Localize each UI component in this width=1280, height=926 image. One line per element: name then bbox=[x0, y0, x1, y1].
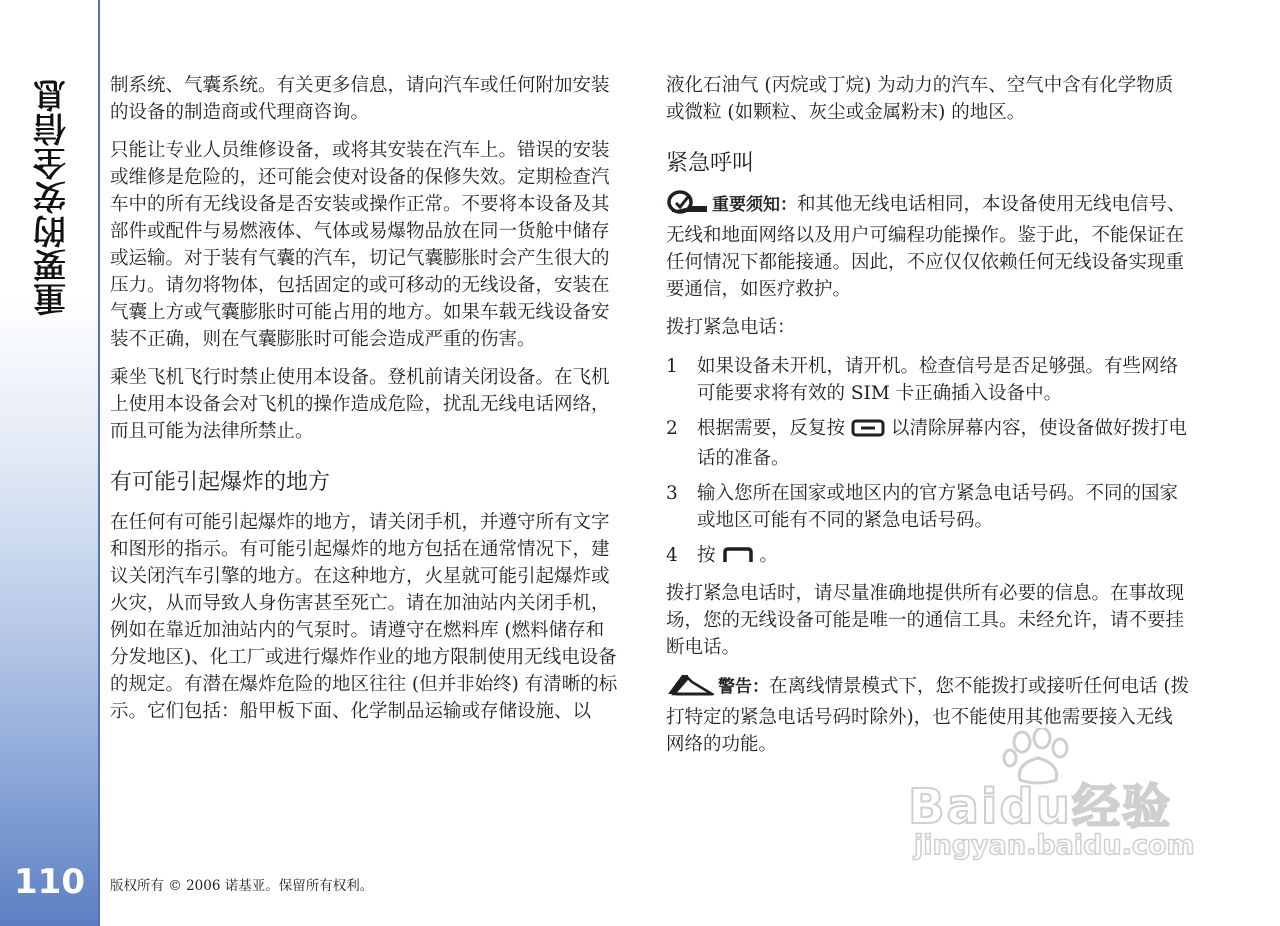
step-text: 以清除屏幕内容，使设备做好拨打电话的准备。 bbox=[697, 418, 1188, 469]
note-text: 和其他无线电话相同，本设备使用无线电信号、无线和地面网络以及用户可编程功能操作。鉴于此，不能保证在任何情况下都能接通。因此，不应仅仅依赖任何无线设备实现重要通信，如医疗救护。 bbox=[666, 194, 1186, 300]
list-item bbox=[666, 353, 1190, 407]
baidu-watermark bbox=[908, 728, 1208, 878]
call-key-icon bbox=[722, 545, 754, 572]
step-text: 输入您所在国家或地区内的官方紧急电话号码。不同的国家或地区可能有不同的紧急电话号码。 bbox=[697, 483, 1179, 531]
warning-lead: 警告： bbox=[718, 677, 769, 697]
step-text: 如果设备未开机，请开机。检查信号是否足够强。有些网络可能要求将有效的 SIM 卡正确插入设备中。 bbox=[697, 356, 1179, 404]
step-number: 4 bbox=[666, 545, 678, 566]
step-text: 。 bbox=[759, 545, 779, 566]
side-tab-bar bbox=[0, 0, 100, 926]
right-column bbox=[666, 72, 1190, 769]
section-title: 重要的安全信息 bbox=[32, 78, 71, 316]
step-number: 1 bbox=[666, 356, 678, 377]
steps-list bbox=[666, 353, 1190, 572]
step-number: 3 bbox=[666, 483, 678, 504]
section-heading: 紧急呼叫 bbox=[666, 151, 755, 176]
watermark-brand: Baidu经验 bbox=[908, 779, 1172, 835]
important-note bbox=[666, 190, 1190, 303]
clear-key-icon bbox=[851, 418, 885, 445]
page-number: 110 bbox=[14, 862, 85, 902]
step-number: 2 bbox=[666, 418, 678, 439]
section-heading: 有可能引起爆炸的地方 bbox=[110, 470, 331, 495]
paragraph: 乘坐飞机飞行时禁止使用本设备。登机前请关闭设备。在飞机上使用本设备会对飞机的操作造成危险，扰乱无线电话网络，而且可能为法律所禁止。 bbox=[110, 367, 610, 442]
paragraph: 在任何有可能引起爆炸的地方，请关闭手机，并遵守所有文字和图形的指示。有可能引起爆炸的地方包括在通常情况下，建议关闭汽车引擎的地方。在这种地方，火星就可能引起爆炸或火灾，从而导致人身伤害甚至死亡。请在加油站内关闭手机，例如在靠近加油站内的气泵时。请遵守在燃料库 (燃料储存和分发地区)、化工厂或进行爆炸作业的地方限制使用无线电设备的规定。有潜在爆炸危险的地区往往 (但并非始终) 有清晰的标示。它们包括：船甲板下面、化学制品运输或存储设施、以 bbox=[110, 512, 618, 722]
paragraph: 拨打紧急电话时，请尽量准确地提供所有必要的信息。在事故现场，您的无线设备可能是唯一的通信工具。未经允许，请不要挂断电话。 bbox=[666, 583, 1185, 658]
list-item bbox=[666, 542, 1190, 572]
subheading: 拨打紧急电话： bbox=[666, 317, 796, 338]
paragraph: 只能让专业人员维修设备，或将其安装在汽车上。错误的安装或维修是危险的，还可能会使对设备的保修失效。定期检查汽车中的所有无线设备是否安装或操作正常。不要将本设备及其部件或配件与易燃液体、气体或易爆物品放在同一货舱中储存或运输。对于装有气囊的汽车，切记气囊膨胀时会产生很大的压力。请勿将物体，包括固定的或可移动的无线设备，安装在气囊上方或气囊膨胀时可能占用的地方。如果车载无线设备安装不正确，则在气囊膨胀时可能会造成严重的伤害。 bbox=[110, 140, 610, 350]
copyright-footer: 版权所有 © 2006 诺基亚。保留所有权利。 bbox=[110, 878, 374, 894]
warning-text: 在离线情景模式下，您不能拨打或接听任何电话 (拨打特定的紧急电话号码时除外)，也不能使用其他需要接入无线网络的功能。 bbox=[666, 676, 1190, 755]
left-column bbox=[110, 72, 622, 736]
step-text: 根据需要，反复按 bbox=[697, 418, 846, 439]
watermark-url: jingyan.baidu.com bbox=[914, 830, 1195, 861]
list-item bbox=[666, 480, 1190, 534]
note-lead: 重要须知： bbox=[712, 195, 797, 215]
list-item bbox=[666, 415, 1190, 472]
note-icon bbox=[666, 190, 708, 222]
paragraph: 液化石油气 (丙烷或丁烷) 为动力的汽车、空气中含有化学物质或微粒 (如颗粒、灰尘或金属粉末) 的地区。 bbox=[666, 75, 1174, 123]
step-text: 按 bbox=[697, 545, 716, 566]
warning-icon bbox=[666, 672, 714, 704]
paragraph: 制系统、气囊系统。有关更多信息，请向汽车或任何附加安装的设备的制造商或代理商咨询。 bbox=[110, 75, 610, 123]
